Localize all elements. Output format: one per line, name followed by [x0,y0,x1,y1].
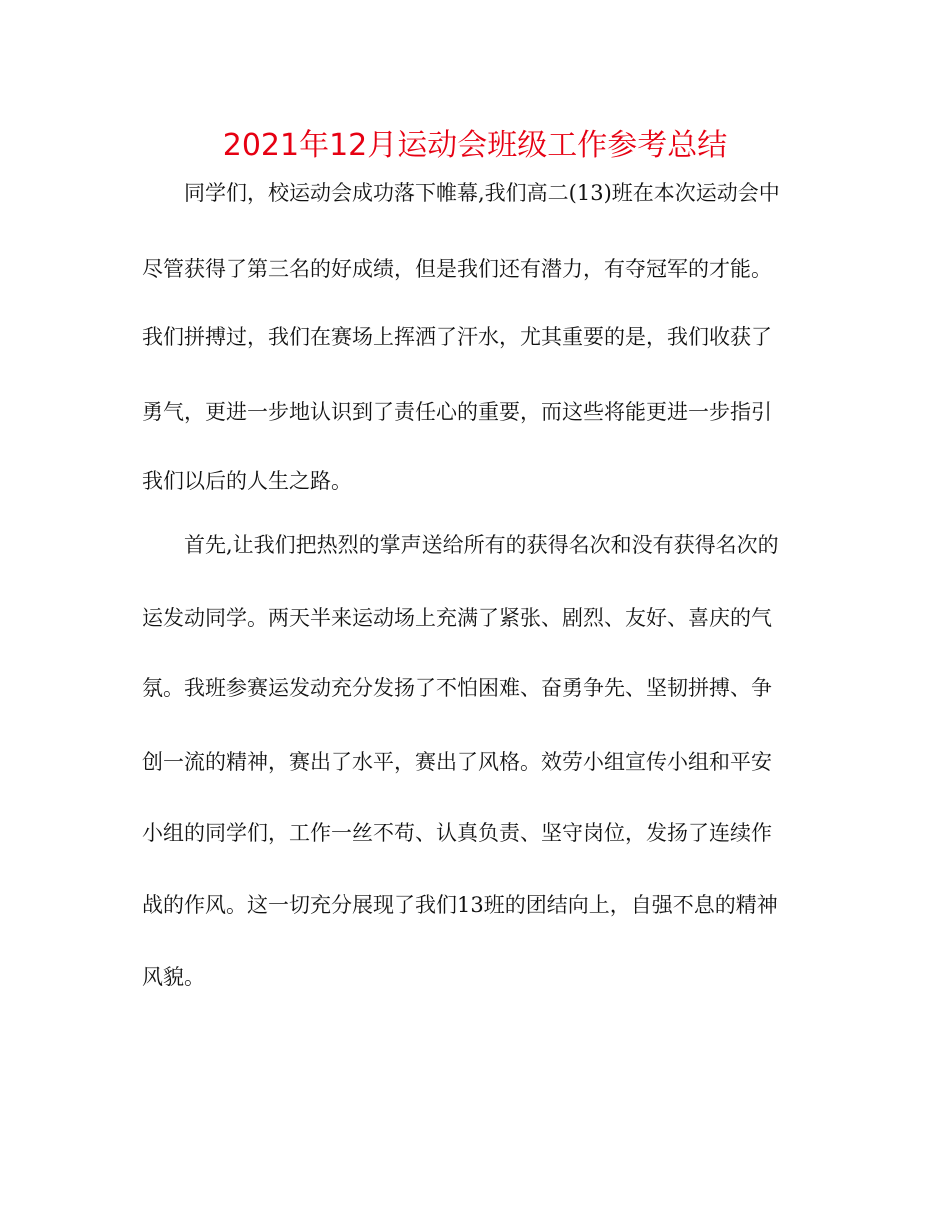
paragraph-2-line-7: 风貌。 [142,965,205,989]
paragraph-2-line-2: 运发动同学。两天半来运动场上充满了紧张、剧烈、友好、喜庆的气 [142,606,772,630]
paragraph-1-line-5: 我们以后的人生之路。 [142,469,352,493]
paragraph-2-line-4: 创一流的精神，赛出了水平，赛出了风格。效劳小组宣传小组和平安 [142,750,772,774]
paragraph-2-line-5: 小组的同学们，工作一丝不苟、认真负责、坚守岗位，发扬了连续作 [142,821,772,845]
paragraph-1-line-2: 尽管获得了第三名的好成绩，但是我们还有潜力，有夺冠军的才能。 [142,257,772,281]
paragraph-1-line-1: 同学们，校运动会成功落下帷幕,我们高二(13)班在本次运动会中 [184,181,780,205]
paragraph-1-line-3: 我们拼搏过，我们在赛场上挥洒了汗水，尤其重要的是，我们收获了 [142,325,772,349]
document-title: 2021年12月运动会班级工作参考总结 [222,128,728,163]
paragraph-2-line-3: 氛。我班参赛运发动充分发扬了不怕困难、奋勇争先、坚韧拼搏、争 [142,676,772,700]
paragraph-1-line-4: 勇气，更进一步地认识到了责任心的重要，而这些将能更进一步指引 [142,400,772,424]
paragraph-2-line-1: 首先,让我们把热烈的掌声送给所有的获得名次和没有获得名次的 [184,533,779,557]
paragraph-2-line-6: 战的作风。这一切充分展现了我们13班的团结向上，自强不息的精神 [142,893,778,917]
